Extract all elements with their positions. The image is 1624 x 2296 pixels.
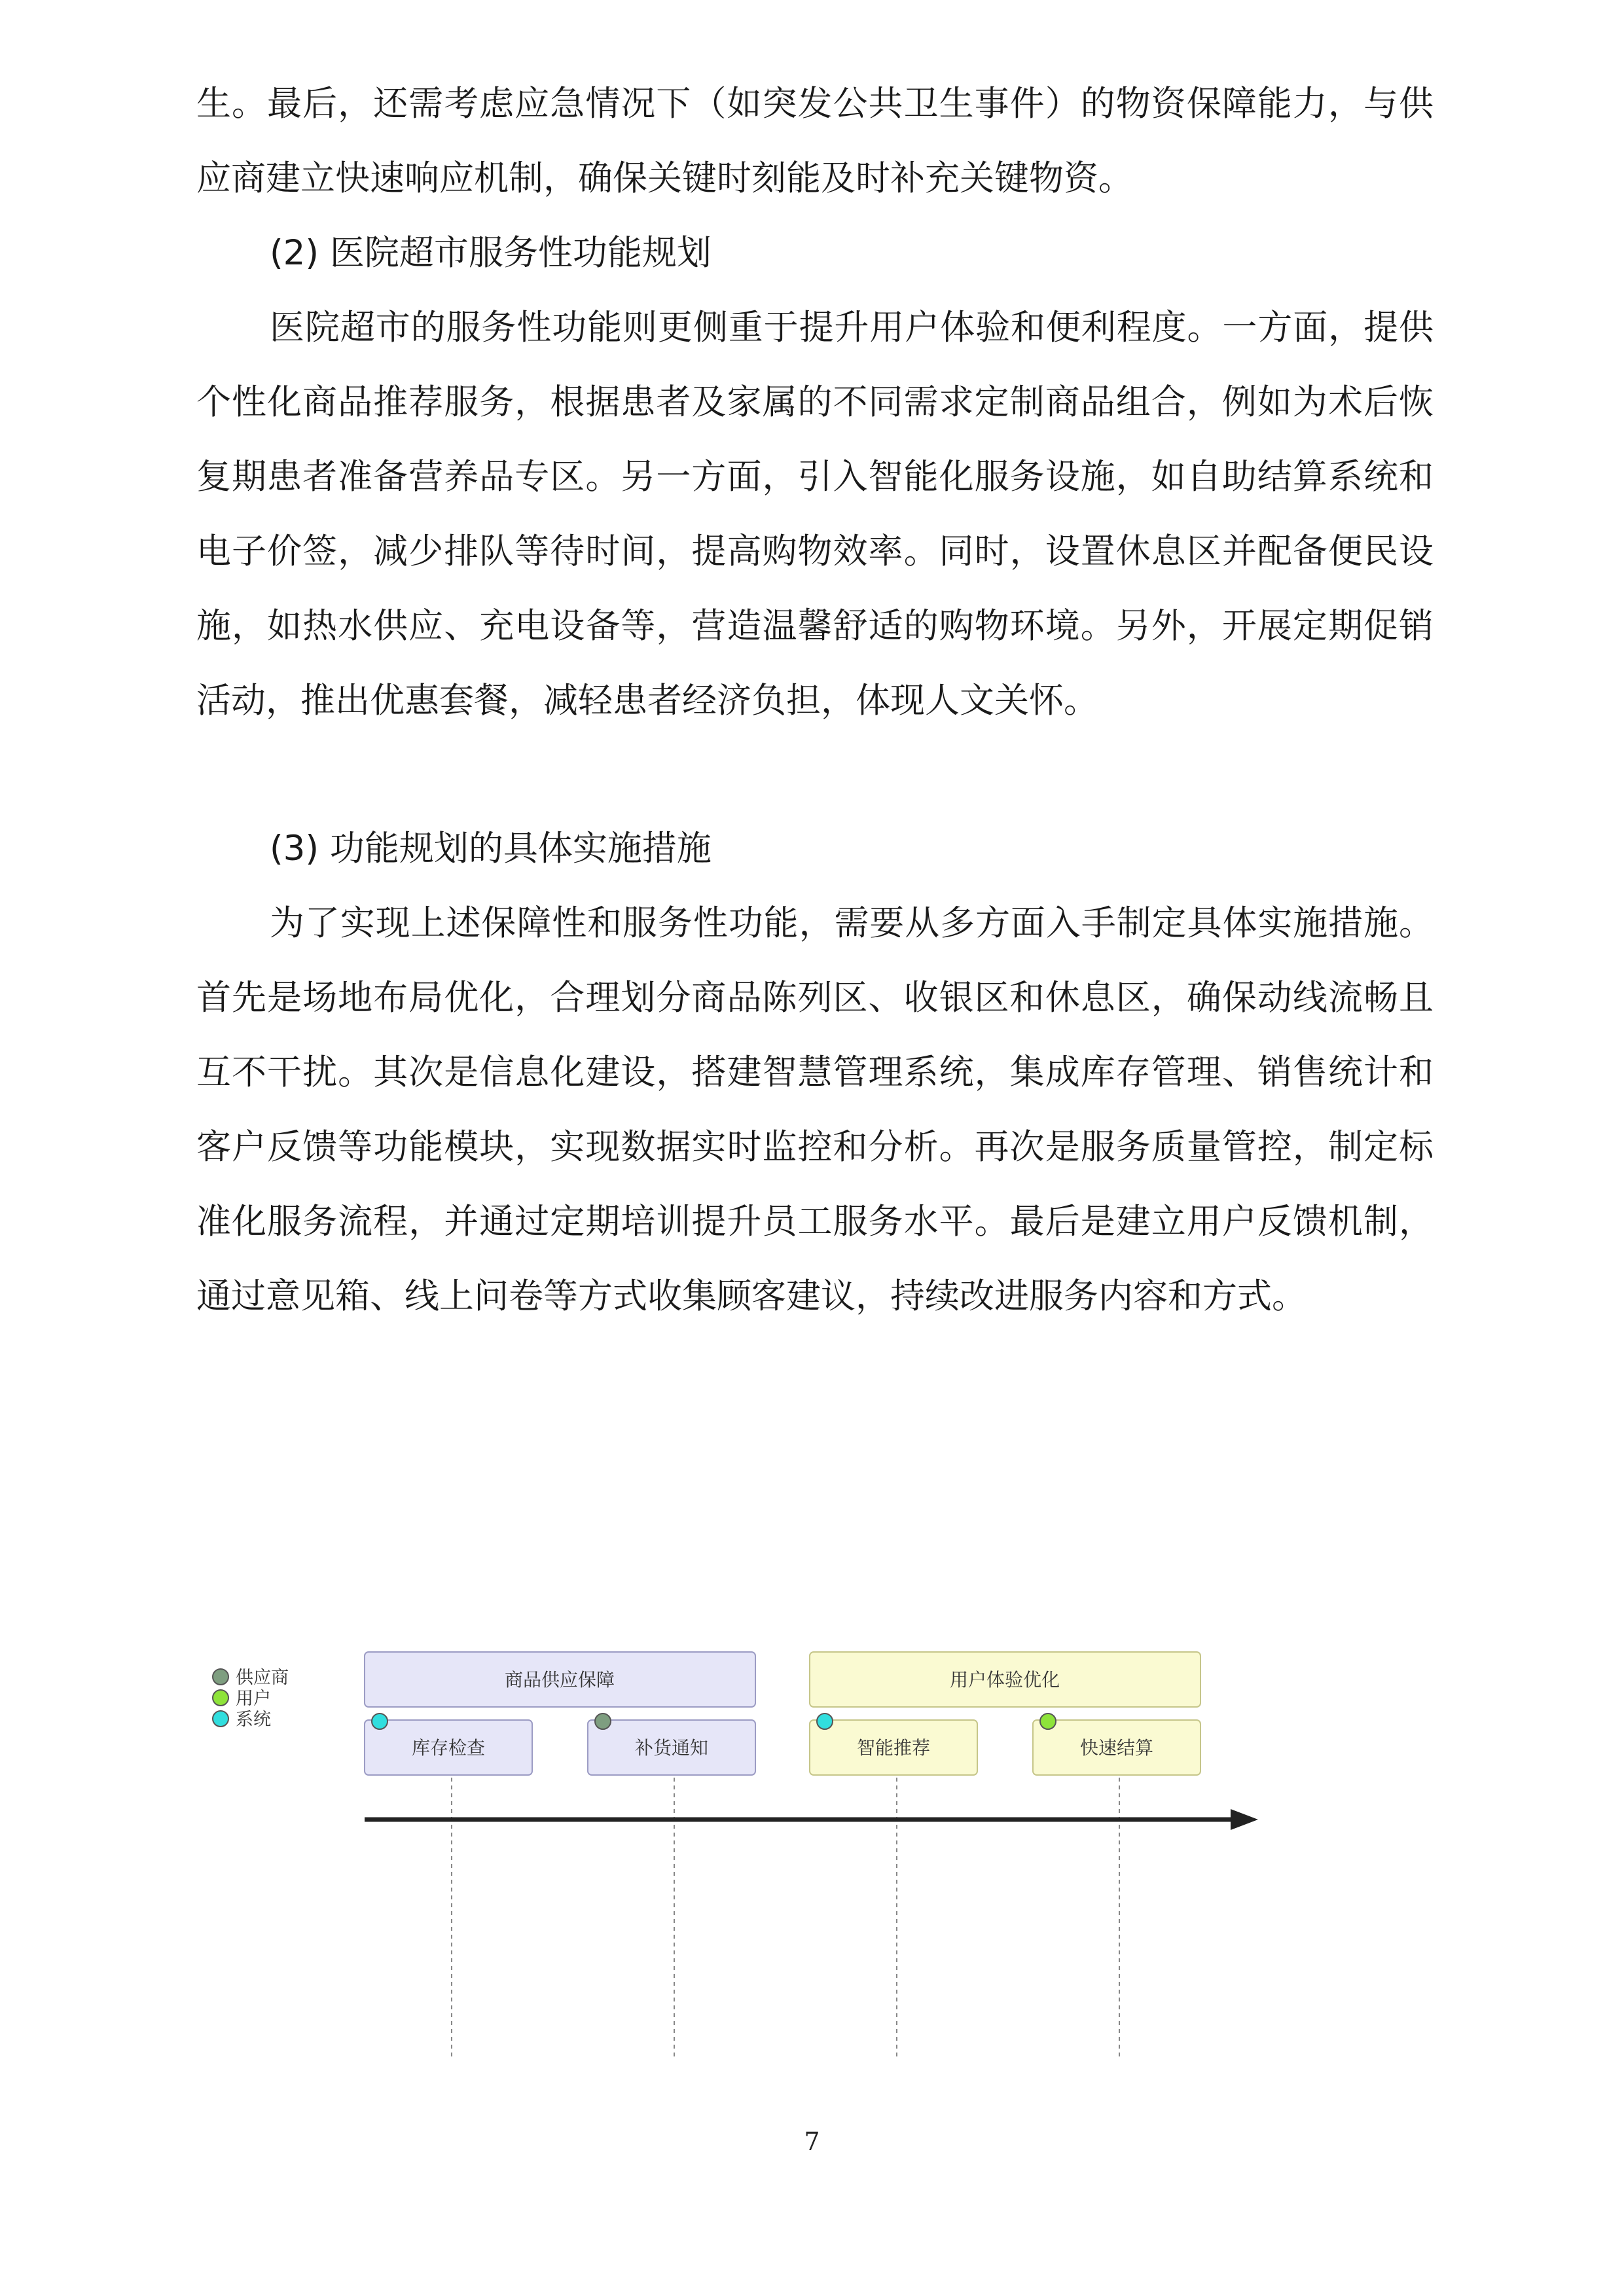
task-label-recommend: 智能推荐 — [856, 1737, 931, 1759]
page-number: 7 — [804, 2127, 820, 2156]
task-quick-checkout — [1033, 1713, 1200, 1775]
task-label-checkout: 快速结算 — [1079, 1737, 1154, 1759]
legend-dot-system — [213, 1711, 228, 1727]
actor-marker-system — [372, 1713, 388, 1729]
legend-item-supplier — [213, 1668, 289, 1688]
continuation-paragraph: 生。最后，还需考虑应急情况下（如突发公共卫生事件）的物资保障能力，与供应商建立快速响应机制，确保关键时刻能及时补充关键物资。 — [196, 84, 1434, 198]
timeline-arrow — [365, 1809, 1258, 1830]
legend-item-user — [213, 1689, 271, 1709]
arrow-head-icon — [1231, 1809, 1258, 1830]
task-label-inventory: 库存检查 — [411, 1737, 486, 1759]
task-label-restock: 补货通知 — [634, 1737, 709, 1759]
timeline-guides — [452, 1754, 1119, 2056]
legend-dot-user — [213, 1690, 228, 1706]
task-smart-recommendation — [810, 1713, 977, 1775]
legend-label-user: 用户 — [236, 1689, 271, 1709]
group-label-supply: 商品供应保障 — [504, 1669, 615, 1691]
section-2-paragraph: 医院超市的服务性功能则更侧重于提升用户体验和便利程度。一方面，提供个性化商品推荐服务，根据患者及家属的不同需求定制商品组合，例如为术后恢复期患者准备营养品专区。另一方面，引入智能化服务设施，如自助结算系统和电子价签，减少排队等待时间，提高购物效率。同时，设置休息区并配备便民设施，如热水供应、充电设备等，营造温馨舒适的购物环境。另外，开展定期促销活动，推出优惠套餐，减轻患者经济负担，体现人文关怀。 — [196, 308, 1434, 721]
group-experience-optimization — [810, 1652, 1200, 1707]
legend-label-supplier: 供应商 — [236, 1668, 289, 1688]
actor-marker-user — [1040, 1713, 1056, 1729]
legend-dot-supplier — [213, 1669, 228, 1685]
actor-marker-supplier — [595, 1713, 611, 1729]
section-2-heading: (2) 医院超市服务性功能规划 — [270, 233, 712, 273]
task-restock-notice — [588, 1713, 755, 1775]
actor-marker-system — [817, 1713, 833, 1729]
section-3-heading: (3) 功能规划的具体实施措施 — [270, 829, 712, 869]
legend-item-system — [213, 1710, 271, 1730]
group-label-experience: 用户体验优化 — [949, 1669, 1060, 1691]
legend-label-system: 系统 — [236, 1710, 271, 1730]
journey-timeline-diagram — [196, 1649, 1309, 2068]
group-supply-assurance — [365, 1652, 755, 1707]
task-inventory-check — [365, 1713, 532, 1775]
legend — [213, 1668, 289, 1730]
section-3-paragraph: 为了实现上述保障性和服务性功能，需要从多方面入手制定具体实施措施。首先是场地布局优化，合理划分商品陈列区、收银区和休息区，确保动线流畅且互不干扰。其次是信息化建设，搭建智慧管理系统，集成库存管理、销售统计和客户反馈等功能模块，实现数据实时监控和分析。再次是服务质量管控，制定标准化服务流程，并通过定期培训提升员工服务水平。最后是建立用户反馈机制，通过意见箱、线上问卷等方式收集顾客建议，持续改进服务内容和方式。 — [196, 903, 1434, 1316]
